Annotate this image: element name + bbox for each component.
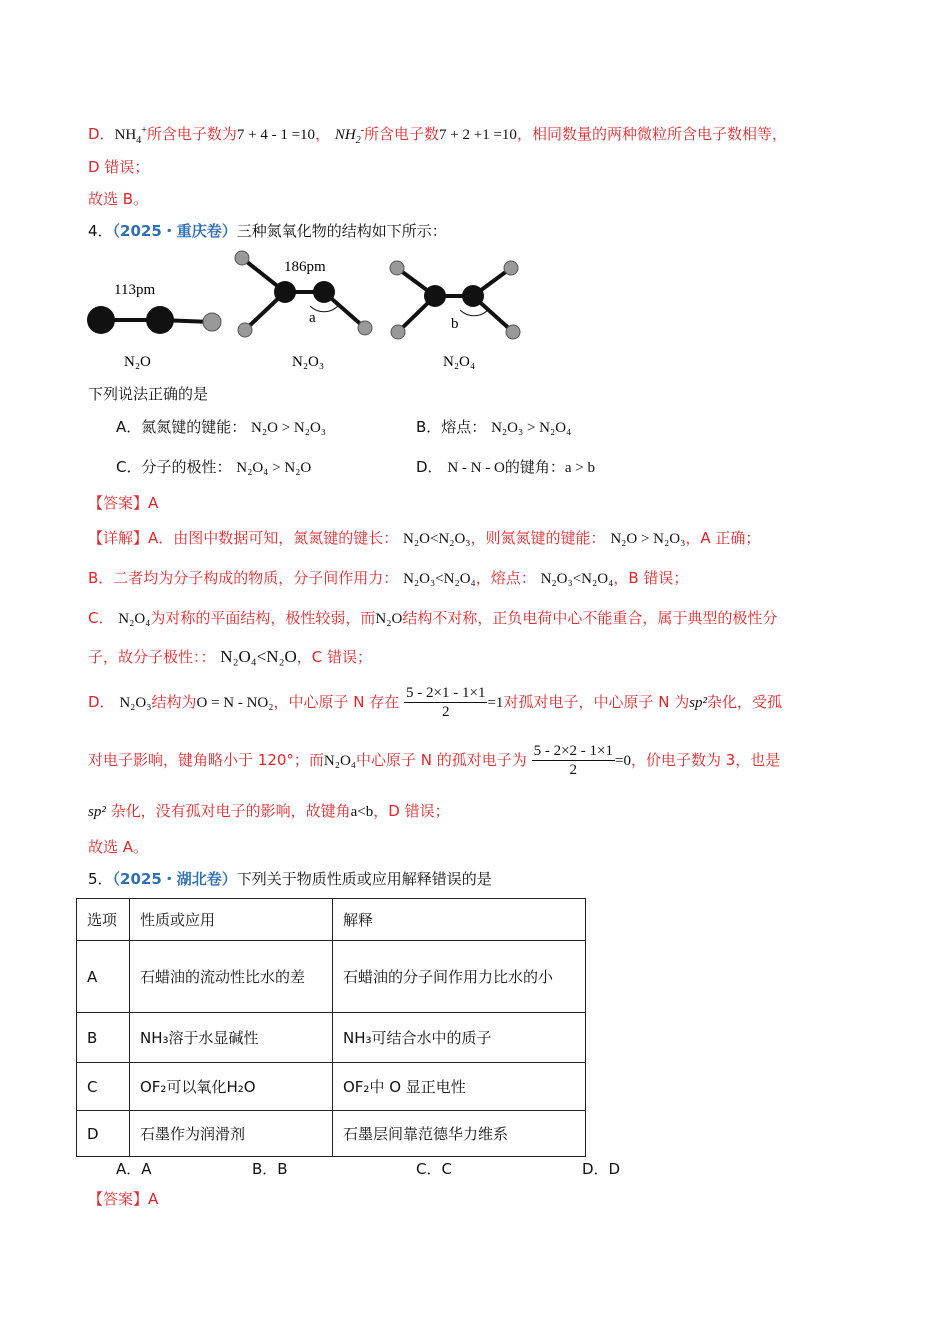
- q3-option-d-analysis: D．$NH_4^+$所含电子数为7 + 4 - 1 =10， $NH_2^-$所含电子数7 + 2 +1 =10，相同数量的两种微粒所含电子数相等，: [88, 125, 787, 146]
- q4-option-b[interactable]: B．熔点： N₂O₃ > N₂O₄: [416, 418, 572, 436]
- q4-explain-d-line3: sp² 杂化，没有孤对电子的影响，故键角a<b，D 错误；: [88, 802, 450, 820]
- label-n2o: N₂O: [124, 354, 151, 370]
- q5-options-table: [76, 898, 586, 1157]
- table-cell: OF₂可以氧化H₂O: [130, 1063, 333, 1111]
- label-186pm: 186pm: [284, 259, 326, 275]
- table-row: [77, 1063, 586, 1111]
- table-cell: A: [77, 941, 130, 1013]
- label-n2o4: N₂O₄: [443, 354, 476, 370]
- table-cell: B: [77, 1013, 130, 1063]
- table-cell: C: [77, 1063, 130, 1111]
- angle-a-label: a: [309, 310, 316, 326]
- q4-question: 下列说法正确的是: [88, 385, 209, 403]
- q4-explain-c-line2: 子，故分子极性：： N₂O₄<N₂O，C 错误；: [88, 647, 373, 666]
- q4-answer: 【答案】A: [88, 494, 159, 512]
- table-row: [77, 941, 586, 1013]
- table-header-cell: 性质或应用: [130, 899, 333, 941]
- q4-option-d[interactable]: D． N - N - O的键角：a > b: [416, 458, 595, 476]
- q5-stem: 5．（2025・湖北卷）下列关于物质性质或应用解释错误的是: [88, 870, 492, 888]
- q4-explain-a: 【详解】A．由图中数据可知，氮氮键的键长： N₂O<N₂O₃，则氮氮键的键能： N₂O > N₂O₃，A 正确；: [88, 529, 761, 547]
- n2o4-structure: [390, 261, 520, 370]
- table-cell: NH₃可结合水中的质子: [333, 1013, 586, 1063]
- q4-molecule-figure: [80, 248, 540, 378]
- label-113pm: 113pm: [114, 282, 156, 298]
- table-cell: 石墨作为润滑剂: [130, 1111, 333, 1157]
- table-cell: D: [77, 1111, 130, 1157]
- table-row: [77, 1111, 586, 1157]
- table-row: [77, 1013, 586, 1063]
- label-n2o3: N₂O₃: [292, 354, 325, 370]
- q4-stem: 4．（2025・重庆卷）三种氮氧化物的结构如下所示：: [88, 222, 447, 240]
- n2o-structure: [87, 282, 221, 370]
- table-cell: 石蜡油的分子间作用力比水的小: [333, 941, 586, 1013]
- q4-explain-b: B．二者均为分子构成的物质，分子间作用力： N₂O₃<N₂O₄，熔点： N₂O₃<N₂O₄，B 错误；: [88, 569, 689, 587]
- q5-choice-b[interactable]: B．B: [252, 1160, 288, 1178]
- q5-choice-c[interactable]: C．C: [416, 1160, 452, 1178]
- q4-explain-d-line2: 对电子影响，键角略小于 120°；而N₂O₄中心原子 N 的孤对电子为 $\frac{5 - 2\times 2 - 1\times 1}{2}$ =0，价电子数为 3，也是: [88, 743, 781, 778]
- table-cell: 石蜡油的流动性比水的差: [130, 941, 333, 1013]
- lone-pair-fraction-n2o3: $\frac{5 - 2\times 1 - 1\times 1}{2}$: [406, 685, 486, 720]
- table-header-cell: 选项: [77, 899, 130, 941]
- q5-choice-a[interactable]: A．A: [116, 1160, 152, 1178]
- table-header-cell: 解释: [333, 899, 586, 941]
- table-cell: NH₃溶于水显碱性: [130, 1013, 333, 1063]
- q4-option-a[interactable]: A．氮氮键的键能： N₂O > N₂O₃: [116, 418, 327, 436]
- q4-option-c[interactable]: C．分子的极性： N₂O₄ > N₂O: [116, 458, 312, 476]
- q5-answer: 【答案】A: [88, 1190, 159, 1208]
- q3-conclusion: 故选 B。: [88, 190, 149, 208]
- table-header-row: [77, 899, 586, 941]
- table-cell: 石墨层间靠范德华力维系: [333, 1111, 586, 1157]
- angle-b-label: b: [451, 316, 459, 332]
- lone-pair-fraction-n2o4: $\frac{5 - 2\times 2 - 1\times 1}{2}$: [533, 743, 613, 778]
- table-cell: OF₂中 O 显正电性: [333, 1063, 586, 1111]
- q4-explain-d-line1: D． N₂O₃结构为O = N - NO₂，中心原子 N 存在 $\frac{5 - 2\times 1 - 1\times 1}{2}$ =1对孤对电子，中心原子 N 为sp²杂化，受孤: [88, 685, 783, 720]
- q4-conclusion: 故选 A。: [88, 838, 149, 856]
- n2o3-structure: [235, 251, 372, 370]
- q3-option-d-conclusion: D 错误；: [88, 158, 150, 176]
- q4-explain-c-line1: C． N₂O₄为对称的平面结构，极性较弱，而N₂O结构不对称，正负电荷中心不能重合，属于典型的极性分: [88, 609, 778, 627]
- q5-choice-d[interactable]: D．D: [582, 1160, 621, 1178]
